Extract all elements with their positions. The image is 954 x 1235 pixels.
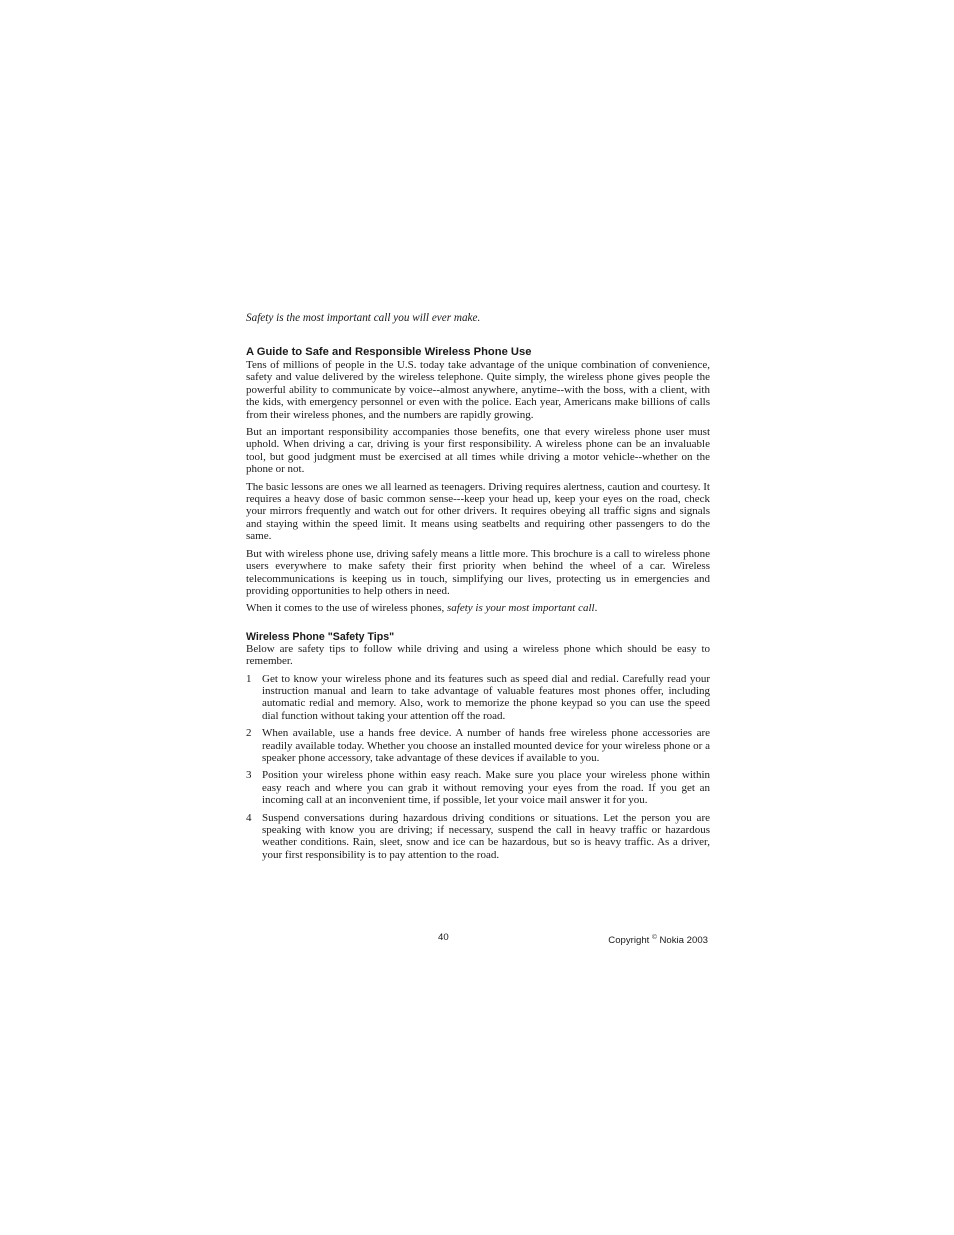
list-item-number: 1	[246, 672, 252, 685]
copyright-symbol: ©	[652, 934, 657, 941]
list-item-text: Position your wireless phone within easy reach. Make sure you place your wireless phone within easy reach and where you can grab it without removing your eyes from the road. If you get an incoming call at an inconvenient time, if possible, let your voice mail answer it for you.	[262, 769, 710, 807]
copyright-notice	[608, 932, 708, 947]
paragraph: The basic lessons are ones we all learned as teenagers. Driving requires alertness, caution and courtesy. It requires a heavy dose of basic common sense---keep your head up, keep your eyes on the road, check your mirrors frequently and watch out for other drivers. It requires obeying all traffic signs and signals and staying within the speed limit. It means using seatbelts and requiring other passengers to do the same.	[246, 480, 710, 543]
page-content	[246, 311, 710, 866]
list-item	[246, 769, 710, 806]
list-item	[246, 673, 710, 723]
list-item-text: When available, use a hands free device. A number of hands free wireless phone accessories are readily available today. Whether you choose an installed mounted device for your wireless phone or a speaker phone accessory, take advantage of these devices if available to you.	[262, 727, 710, 764]
tips-heading: Wireless Phone "Safety Tips"	[246, 630, 395, 643]
tagline: Safety is the most important call you will ever make.	[246, 312, 481, 324]
paragraph: Tens of millions of people in the U.S. today take advantage of the unique combination of convenience, safety and value delivered by the wireless telephone. Quite simply, the wireless phone gives people the powerful ability to communicate by voice--almost anywhere, anytime--with the boss, with a client, with the kids, with emergency personnel or even with the police. Each year, Americans make billions of calls from their wireless phones, and the numbers are rapidly growing.	[246, 359, 710, 421]
list-item	[246, 727, 710, 764]
page-footer	[246, 932, 710, 946]
closing-paragraph	[246, 602, 710, 614]
closing-end: .	[594, 602, 598, 615]
list-item-text: Get to know your wireless phone and its features such as speed dial and redial. Carefully read your instruction manual and learn to take advantage of valuable features most phones offer, including automatic redial and memory. Also, work to memorize the phone keypad so you can use the speed dial function without taking your attention off the road.	[262, 672, 710, 722]
list-item-number: 2	[246, 727, 252, 740]
section-heading: A Guide to Safe and Responsible Wireless Phone Use	[246, 346, 532, 358]
tips-intro: Below are safety tips to follow while driving and using a wireless phone which should be easy to remember.	[246, 642, 710, 668]
tips-list	[246, 673, 710, 862]
list-item-number: 4	[246, 811, 252, 824]
list-item-text: Suspend conversations during hazardous driving conditions or situations. Let the person you are speaking with know you are driving; if necessary, suspend the call in heavy traffic or hazardous weather conditions. Rain, sleet, snow and ice can be hazardous, but so is heavy traffic. As a driver, your first responsibility is to pay attention to the road.	[262, 811, 710, 861]
copyright-prefix: Copyright	[608, 935, 652, 946]
paragraph: But an important responsibility accompanies those benefits, one that every wireless phone user must uphold. When driving a car, driving is your first responsibility. A wireless phone can be an invaluable tool, but good judgment must be exercised at all times while driving a motor vehicle--whether on the phone or not.	[246, 426, 710, 476]
closing-lead: When it comes to the use of wireless phones,	[246, 602, 448, 615]
list-item-number: 3	[246, 769, 252, 782]
paragraph: But with wireless phone use, driving safely means a little more. This brochure is a call to wireless phone users everywhere to make safety their first priority when behind the wheel of a car. Wireless telecommunications is keeping us in touch, simplifying our lives, protecting us in emergencies and providing opportunities to help others in need.	[246, 547, 710, 597]
copyright-suffix: Nokia 2003	[656, 935, 708, 946]
page-number: 40	[438, 932, 449, 943]
list-item	[246, 812, 710, 862]
closing-emphasis: safety is your most important call	[447, 602, 595, 615]
